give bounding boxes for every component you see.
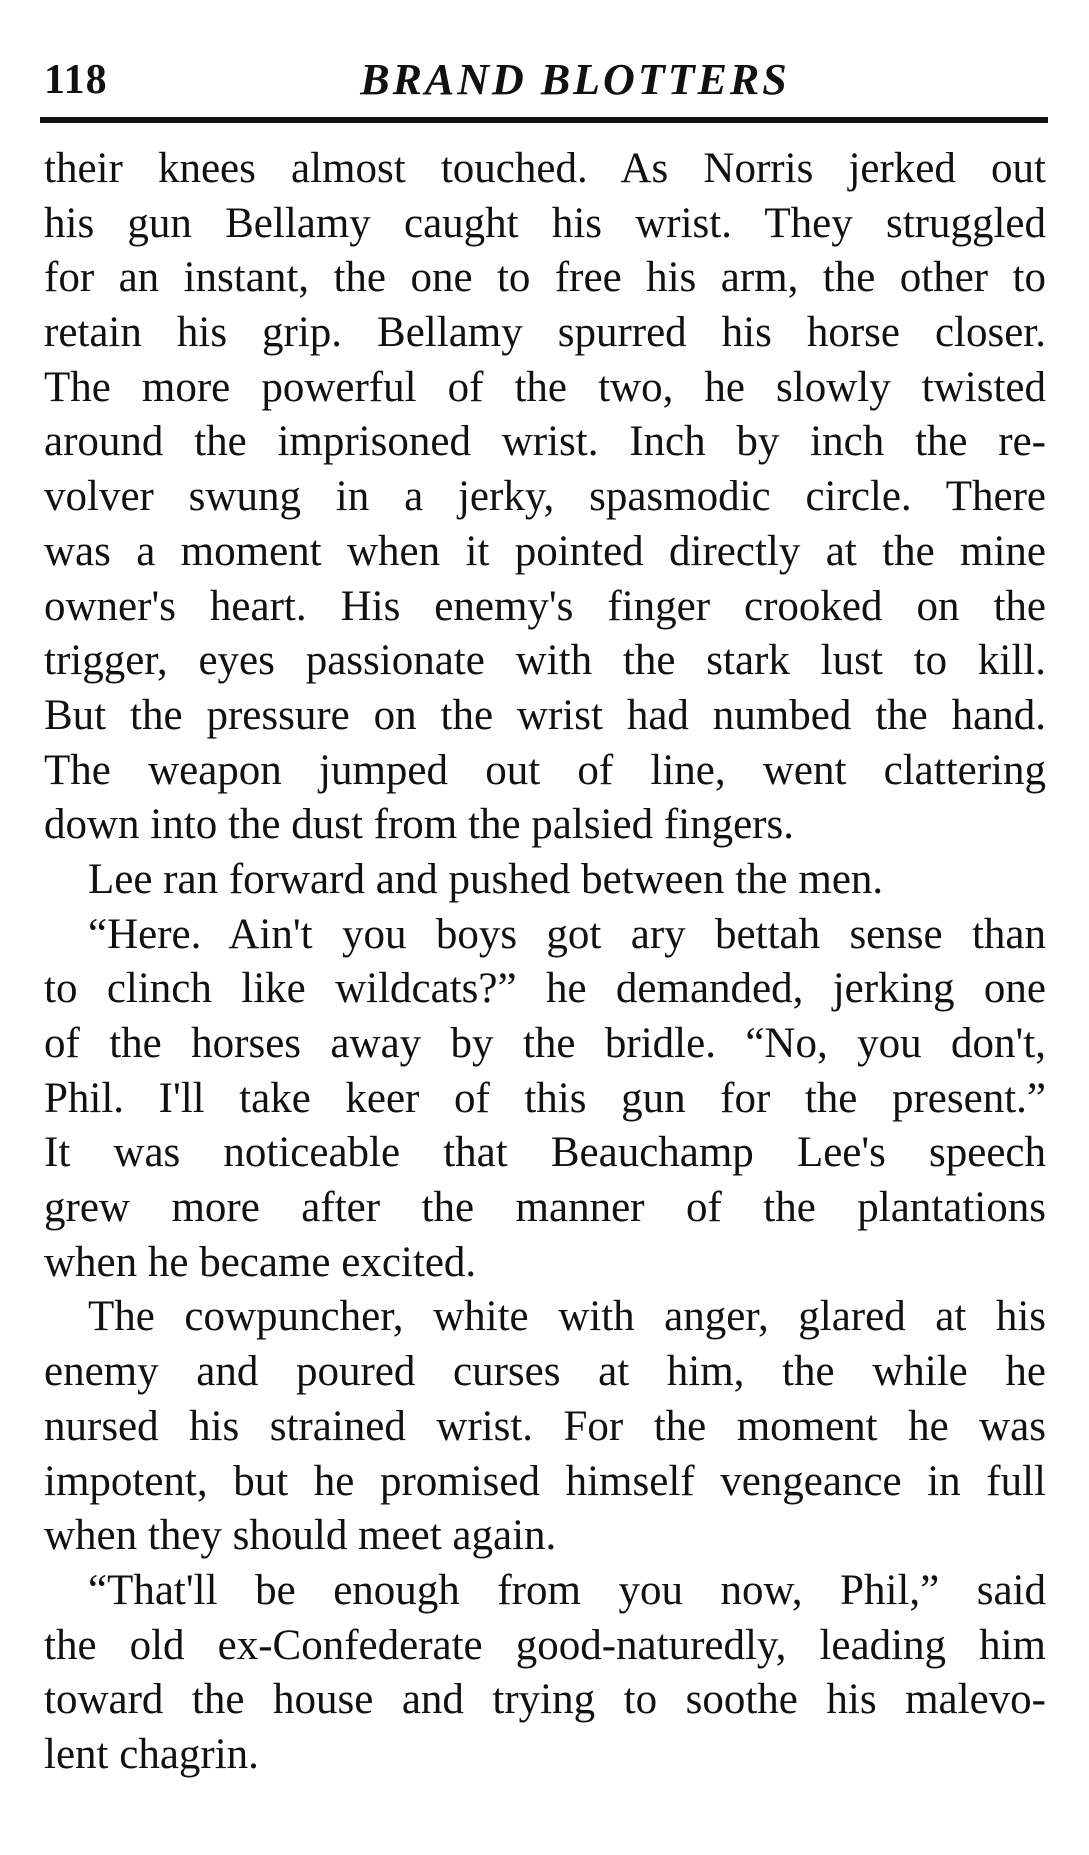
text-line: of the horses away by the bridle. “No, you don't,: [44, 1020, 1046, 1067]
text-line: Phil. I'll take keer of this gun for the present.”: [44, 1074, 1046, 1122]
text-line: grew more after the manner of the plantations: [44, 1184, 1046, 1232]
text-line: the old ex-Confederate good-naturedly, leading him: [44, 1621, 1046, 1669]
text-line: The cowpuncher, white with anger, glared at his: [88, 1293, 1046, 1341]
text-line: trigger, eyes passionate with the stark lust to kill.: [44, 637, 1046, 685]
running-head: [44, 52, 1046, 112]
text-line: retain his grip. Bellamy spurred his horse closer.: [44, 309, 1046, 357]
text-line: toward the house and trying to soothe his malevo-: [44, 1676, 1046, 1724]
text-line: But the pressure on the wrist had numbed the hand.: [44, 691, 1046, 739]
text-line: Lee ran forward and pushed between the men.: [88, 855, 884, 903]
text-line: It was noticeable that Beauchamp Lee's speech: [44, 1129, 1046, 1177]
paragraph-2: [44, 853, 1046, 908]
text-line: nursed his strained wrist. For the moment he was: [44, 1402, 1046, 1450]
body-text: [44, 142, 1046, 1783]
paragraph-3: [44, 908, 1046, 1291]
text-line: around the imprisoned wrist. Inch by inch the re-: [44, 418, 1046, 466]
page-number: 118: [44, 57, 108, 103]
text-line: was a moment when it pointed directly at the mine: [44, 527, 1046, 575]
book-title: BRAND BLOTTERS: [360, 55, 790, 104]
text-line: down into the dust from the palsied fingers.: [44, 801, 794, 849]
paragraph-5: [44, 1564, 1046, 1783]
text-line: when they should meet again.: [44, 1512, 557, 1560]
text-line: owner's heart. His enemy's finger crooked on the: [44, 582, 1046, 630]
text-line: “That'll be enough from you now, Phil,” said: [88, 1566, 1046, 1614]
header-rule: [40, 117, 1048, 123]
text-line: their knees almost touched. As Norris jerked out: [44, 145, 1046, 192]
text-line: for an instant, the one to free his arm, the other to: [44, 254, 1046, 302]
text-line: impotent, but he promised himself vengeance in full: [44, 1457, 1046, 1505]
paragraph-1: [44, 142, 1046, 853]
text-line: “Here. Ain't you boys got ary bettah sense than: [88, 910, 1046, 958]
text-line: The weapon jumped out of line, went clattering: [44, 746, 1046, 794]
text-line: volver swung in a jerky, spasmodic circle. There: [44, 473, 1046, 521]
text-line: enemy and poured curses at him, the while he: [44, 1348, 1046, 1396]
paragraph-4: [44, 1290, 1046, 1563]
text-line: when he became excited.: [44, 1238, 477, 1286]
text-line: to clinch like wildcats?” he demanded, jerking one: [44, 965, 1046, 1013]
text-line: lent chagrin.: [44, 1730, 259, 1778]
text-line: his gun Bellamy caught his wrist. They struggled: [44, 199, 1046, 247]
text-line: The more powerful of the two, he slowly twisted: [44, 363, 1046, 411]
